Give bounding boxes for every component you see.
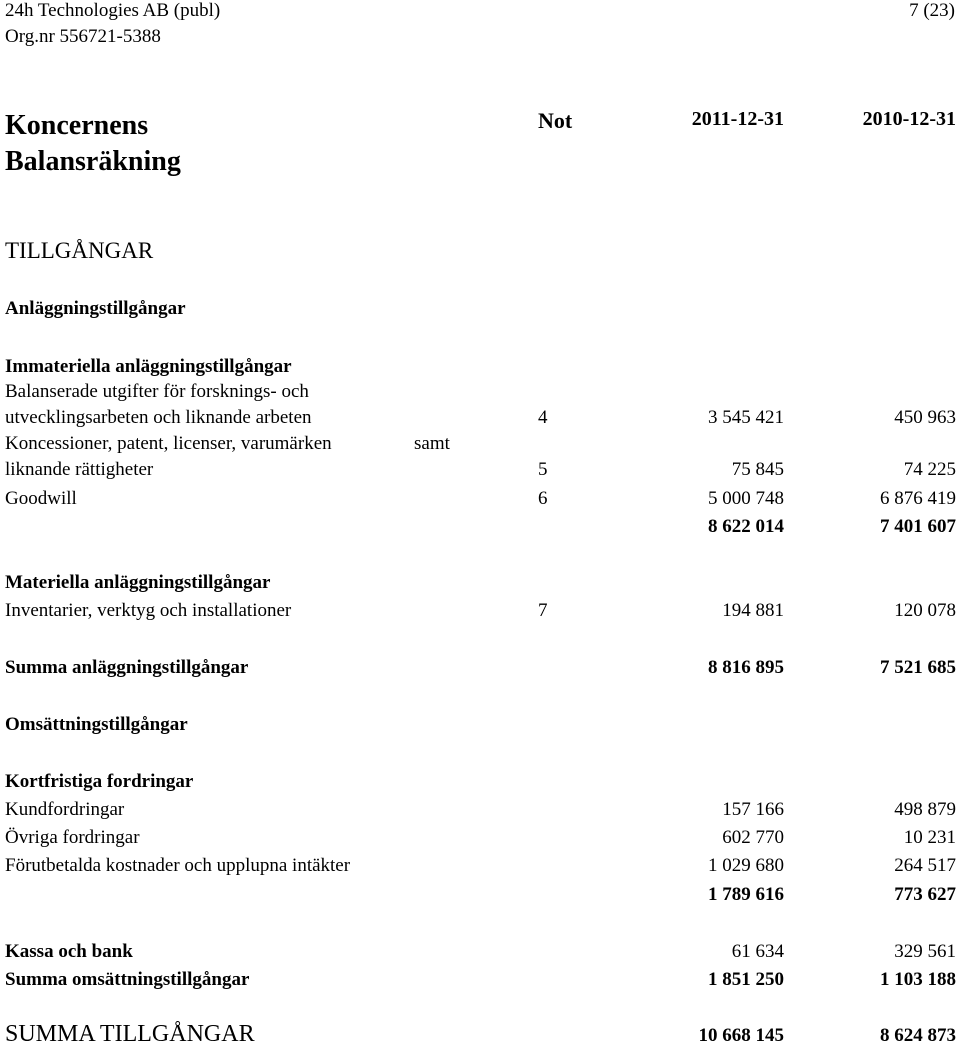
row-kassa-2011: 61 634	[731, 941, 784, 962]
row-forutbetalda-2011: 1 029 680	[708, 855, 784, 876]
row-summa-tillgangar-label: SUMMA TILLGÅNGAR	[5, 1021, 255, 1047]
row-koncessioner-label-1: Koncessioner, patent, licenser, varumärken	[5, 433, 332, 454]
row-balanserade-label-2: utvecklingsarbeten och liknande arbeten	[5, 407, 312, 428]
row-ovriga-2010: 10 231	[903, 827, 956, 848]
row-balanserade-not: 4	[538, 407, 548, 428]
org-number: Org.nr 556721-5388	[5, 26, 161, 47]
column-not: Not	[538, 108, 573, 133]
row-summa-anlaggning-label: Summa anläggningstillgångar	[5, 657, 249, 678]
row-summa-omsattning-2011: 1 851 250	[708, 969, 784, 990]
company-name: 24h Technologies AB (publ)	[5, 0, 221, 21]
page-title-line2: Balansräkning	[5, 146, 181, 177]
row-kortfristiga-sum-2010: 773 627	[894, 884, 956, 905]
row-kundfordringar-2011: 157 166	[722, 799, 784, 820]
row-inventarier-2010: 120 078	[894, 600, 956, 621]
row-goodwill-2010: 6 876 419	[880, 488, 956, 509]
row-balanserade-2010: 450 963	[894, 407, 956, 428]
row-kundfordringar-2010: 498 879	[894, 799, 956, 820]
row-summa-tillgangar-2011: 10 668 145	[698, 1025, 784, 1046]
row-kortfristiga-sum-2011: 1 789 616	[708, 884, 784, 905]
row-balanserade-label-1: Balanserade utgifter för forsknings- och	[5, 381, 309, 402]
row-kassa-2010: 329 561	[894, 941, 956, 962]
column-2011: 2011-12-31	[691, 108, 784, 130]
row-summa-tillgangar-2010: 8 624 873	[880, 1025, 956, 1046]
row-forutbetalda-label: Förutbetalda kostnader och upplupna intäkter	[5, 855, 351, 876]
section-anlaggningstillgangar: Anläggningstillgångar	[5, 298, 186, 319]
row-ovriga-2011: 602 770	[722, 827, 784, 848]
row-koncessioner-label-2: liknande rättigheter	[5, 459, 154, 480]
row-goodwill-2011: 5 000 748	[708, 488, 784, 509]
page-number: 7 (23)	[909, 0, 955, 21]
section-tillgangar: TILLGÅNGAR	[5, 238, 154, 263]
section-kortfristiga: Kortfristiga fordringar	[5, 771, 194, 792]
row-summa-anlaggning-2010: 7 521 685	[880, 657, 956, 678]
row-koncessioner-label-samt: samt	[414, 433, 450, 454]
row-goodwill-not: 6	[538, 488, 548, 509]
row-goodwill-label: Goodwill	[5, 488, 77, 509]
row-inventarier-label: Inventarier, verktyg och installationer	[5, 600, 292, 621]
row-koncessioner-2010: 74 225	[903, 459, 956, 480]
row-immateriella-sum-2010: 7 401 607	[880, 516, 956, 537]
page-title-line1: Koncernens	[5, 110, 149, 141]
column-2010: 2010-12-31	[862, 108, 956, 130]
section-omsattningstillgangar: Omsättningstillgångar	[5, 714, 188, 735]
row-balanserade-2011: 3 545 421	[708, 407, 784, 428]
row-summa-omsattning-2010: 1 103 188	[880, 969, 956, 990]
row-immateriella-sum-2011: 8 622 014	[708, 516, 784, 537]
row-kassa-label: Kassa och bank	[5, 941, 133, 962]
row-summa-omsattning-label: Summa omsättningstillgångar	[5, 969, 250, 990]
row-koncessioner-2011: 75 845	[731, 459, 784, 480]
row-inventarier-not: 7	[538, 600, 548, 621]
row-ovriga-label: Övriga fordringar	[5, 827, 140, 848]
row-forutbetalda-2010: 264 517	[894, 855, 956, 876]
section-materiella: Materiella anläggningstillgångar	[5, 572, 271, 593]
section-immateriella: Immateriella anläggningstillgångar	[5, 356, 292, 377]
row-inventarier-2011: 194 881	[722, 600, 784, 621]
row-koncessioner-not: 5	[538, 459, 548, 480]
row-kundfordringar-label: Kundfordringar	[5, 799, 125, 820]
row-summa-anlaggning-2011: 8 816 895	[708, 657, 784, 678]
